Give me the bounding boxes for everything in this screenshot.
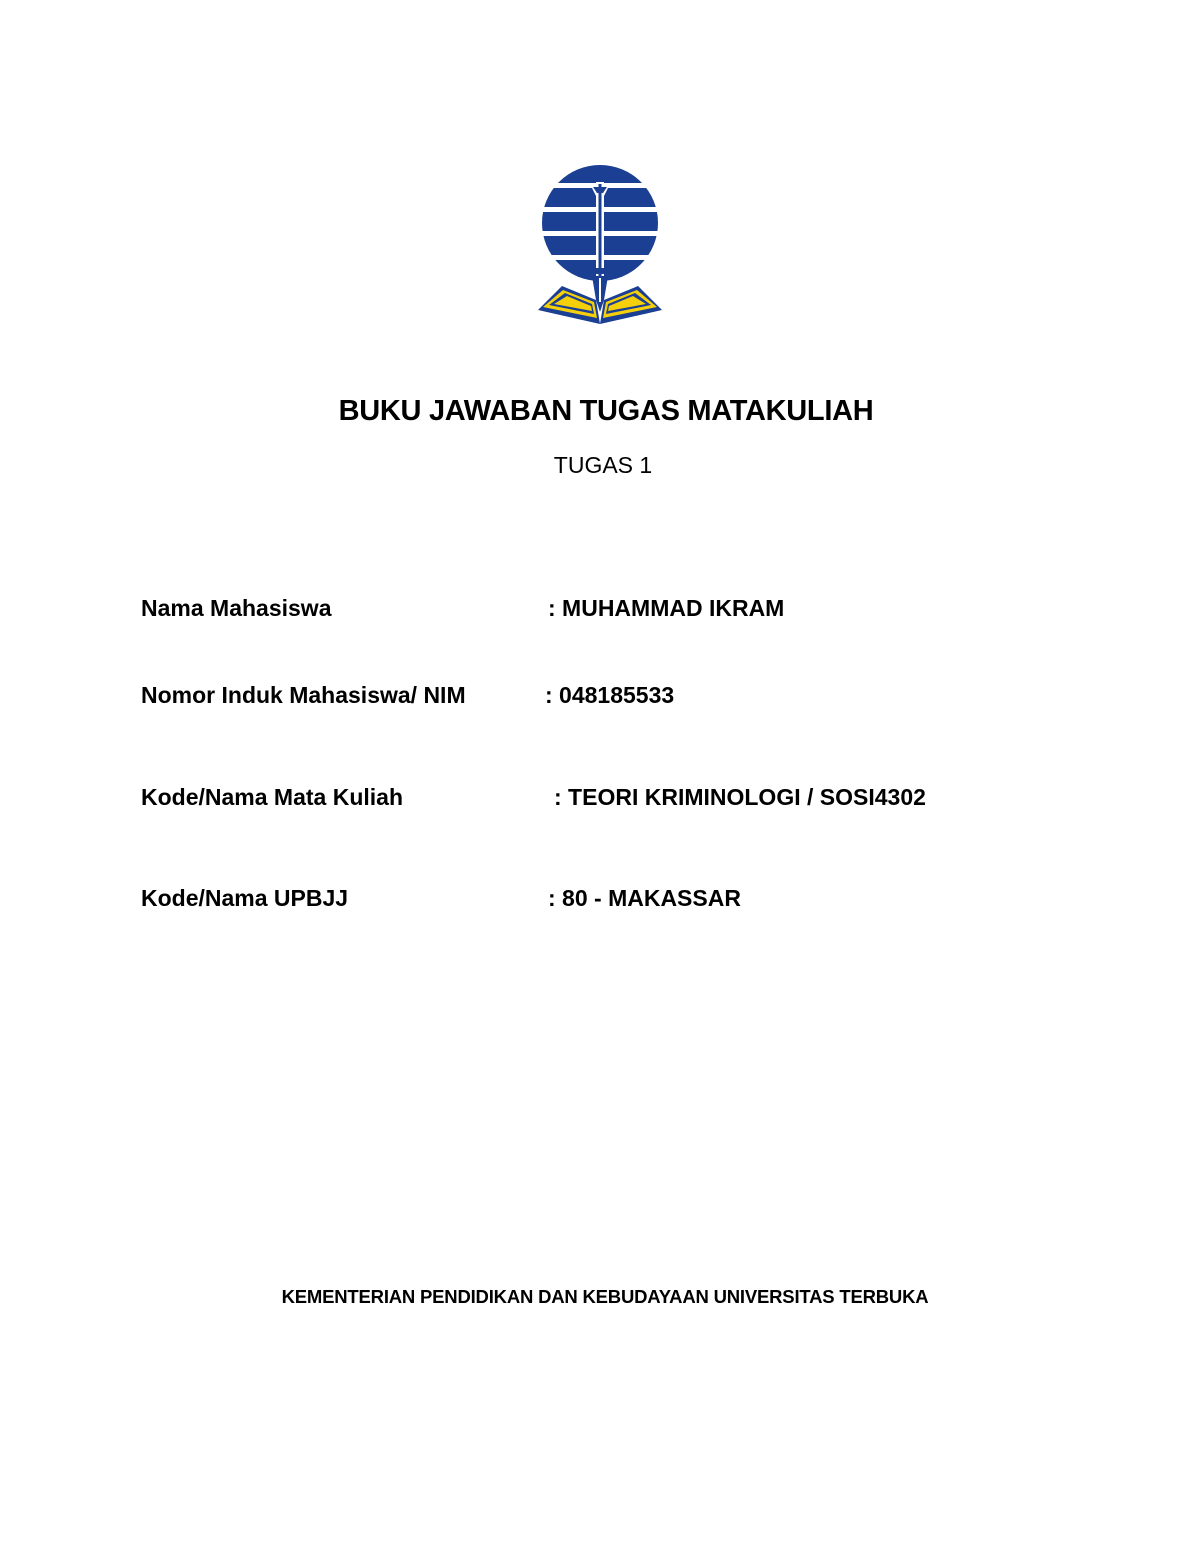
course-label: Kode/Nama Mata Kuliah [141,784,403,810]
student-name-value: : MUHAMMAD IKRAM [548,595,785,621]
student-id-value: : 048185533 [545,682,675,708]
course-value: : TEORI KRIMINOLOGI / SOSI4302 [554,784,926,810]
universitas-terbuka-logo-icon [532,160,668,332]
institution-footer: KEMENTERIAN PENDIDIKAN DAN KEBUDAYAAN UNIVERSITAS TERBUKA [281,1286,929,1307]
assignment-number: TUGAS 1 [553,452,653,478]
student-id-label: Nomor Induk Mahasiswa/ NIM [141,682,466,708]
document-title: BUKU JAWABAN TUGAS MATAKULIAH [338,395,874,427]
upbjj-label: Kode/Nama UPBJJ [141,885,349,911]
upbjj-value: : 80 - MAKASSAR [548,885,741,911]
student-name-label: Nama Mahasiswa [141,595,332,621]
